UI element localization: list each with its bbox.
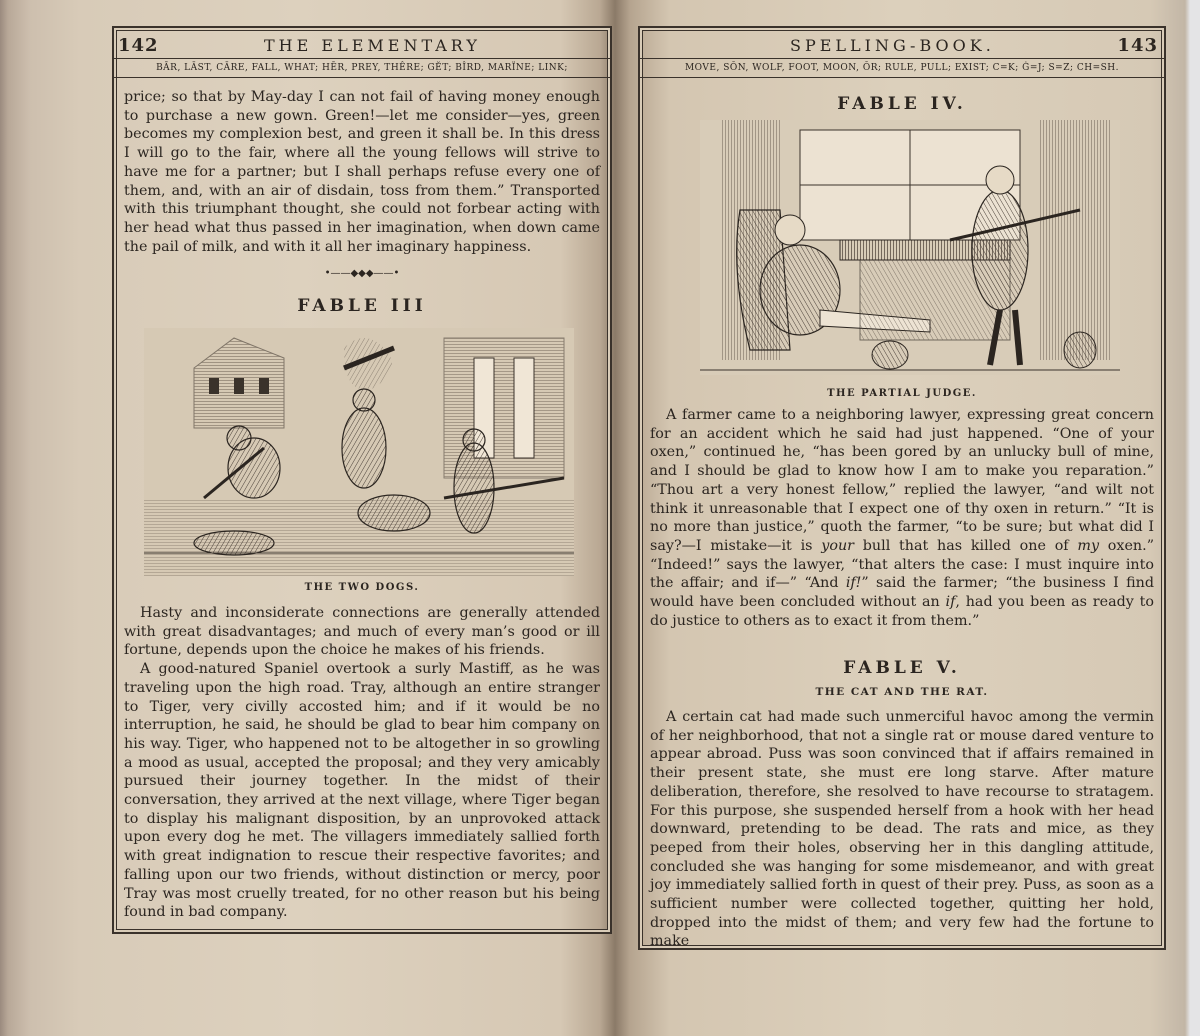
two-dogs-caption: THE TWO DOGS. [304,582,420,593]
fable-iv-text-4: ” said the farmer; “the business I find would have been concluded without an [650,575,1154,611]
fable-iv-your: your [821,537,854,554]
right-page-number: 143 [1117,35,1158,56]
story-paragraph: A good-natured Spaniel overtook a surly Mastiff, as he was traveling upon the high road. Tray, although an entire stranger to Tiger, very civilly accosted him; and if it would be no interruption, he said, he should be glad to bear him company on his way. Tiger, who happened not to be altogether in so growling a mood as usual, accepted the proposal; and they very amicably pursued their journey together. In the midst of their conversation, they arrived at the next village, where Tiger began to display his malignant disposition, by an unprovoked attack upon every dog he met. The villagers immediately sallied forth with great indignation to rescue their respective favorites; and falling upon our two friends, without distinction or mercy, poor Tray was most cruelly treated, for no other reason but his being found in bad company. [124,661,600,921]
right-pronunciation-key: MOVE, SŎN, WOLF, FOOT, MOON, ŎR; RULE, PULL; EXIST; C=K; Ġ=J; S=Z; CH=SH. [640,58,1164,78]
fable-iv-heading: FABLE IV. [837,94,967,114]
right-running-title: SPELLING-BOOK. [790,36,995,55]
right-running-head [640,32,1164,58]
right-page-frame [638,26,1166,950]
fable-v-paragraph: A certain cat had made such unmerciful havoc among the vermin of her neighborhood, that not a single rat or mouse dared venture to appear abroad. Puss was soon convinced that if affairs remained in their present state, she must ere long starve. After mature deliberation, therefore, she resolved to have recourse to stratagem. For this purpose, she suspended herself from a hook with her head downward, pretending to be dead. The rats and mice, as they peeped from their holes, observing her in this dangling attitude, concluded she was hanging for some misdemeanor, and with great joy immediately sallied forth in quest of their prey. Puss, as soon as a sufficient number were collected together, quitting her hold, dropped into the midst of them; and very few had the fortune to make [650,709,1154,950]
fable-iv-text-2: bull that has killed one of [854,537,1078,554]
fable-v-heading: FABLE V. [843,658,961,678]
left-pronunciation-key: BĀR, LĀST, CĀRE, FALL, WHAT; HĒR, PREY, THÊRE; GĔT; BÎRD, MARÏNE; LINK; [114,58,610,78]
fable-iii-heading: FABLE III [297,296,427,316]
fable-iv-paragraph [650,406,1154,630]
fable-iv-text-5: , had you been as ready to do justice to others as to exact it from them.” [650,594,1154,629]
left-opening-text [124,88,600,256]
fable-iv-my: my [1077,537,1100,554]
fable-iv-text-3: oxen.” “Indeed!” says the lawyer, “that alters the case: I must inquire into the affair; and if—” “And [650,537,1154,592]
partial-judge-caption: THE PARTIAL JUDGE. [827,388,977,399]
opening-paragraph: price; so that by May-day I can not fail of having money enough to purchase a new gown. Green!—let me consider—yes, green becomes my complexion best, and green it shall be. In this dress I will go to the fair, where all the young fellows will strive to have me for a partner; but I shall perhaps refuse every one of them, and, with an air of disdain, toss from them.” Transported with this triumphant thought, she could not forbear acting with her head what thus passed in her imagination, when down came the pail of milk, and with it all her imaginary happiness. [124,89,600,255]
right-fable-text [650,406,1154,630]
left-page-frame [112,26,612,934]
fable-v-subtitle: THE CAT AND THE RAT. [815,686,989,698]
partial-judge-illustration [700,120,1120,375]
left-running-head [114,32,610,58]
fable-iv-if-exclaim: if! [845,575,862,592]
fable-iv-if: if [945,594,956,611]
moral-paragraph: Hasty and inconsiderate connections are generally attended with great disadvantages; and much of every man’s good or ill fortune, depends upon the choice he makes of his friends. [124,605,600,659]
left-running-title: THE ELEMENTARY [264,36,481,55]
fable-v-text [650,708,1154,951]
left-page-number: 142 [118,35,159,56]
right-page [618,0,1178,1036]
fable-iv-text-1: A farmer came to a neighboring lawyer, expressing great concern for an accident which he said had just happened. “One of your oxen,” continued he, “has been gored by an unlucky bull of mine, and I should be glad to know how I am to make you reparation.” “Thou art a very honest fellow,” replied the lawyer, “and wilt not think it unreasonable that I expect one of thy oxen in return.” “It is no more than justice,” quoth the farmer, “to be sure; but what did I say?—I mistake—it is [650,407,1154,554]
left-fable-text [124,604,600,922]
two-dogs-illustration [144,328,574,576]
ornament-divider: •——◆◆◆——• [324,268,400,279]
